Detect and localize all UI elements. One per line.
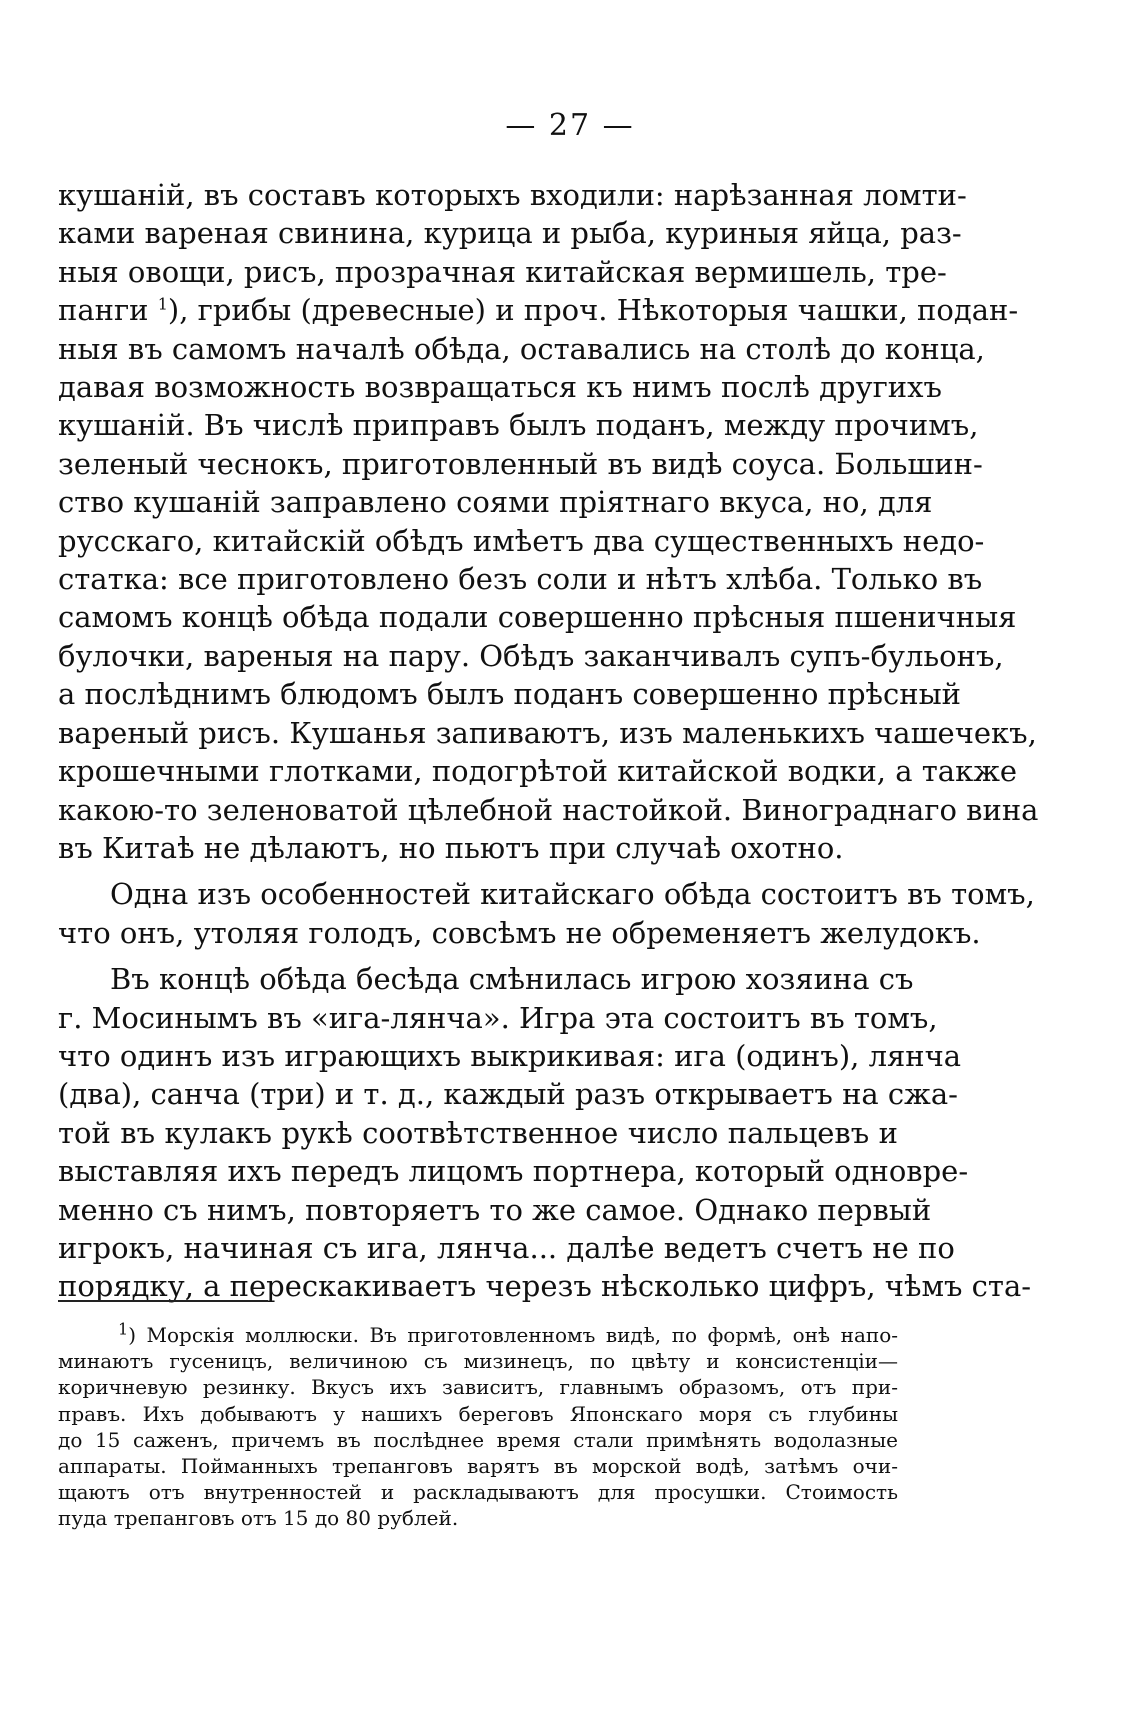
text-line: менно съ нимъ, повторяетъ то же самое. Однако первый [58, 1192, 932, 1227]
text-line: ныя въ самомъ началѣ обѣда, оставались на столѣ до конца, [58, 331, 985, 366]
text-line: (два), санча (три) и т. д., каждый разъ открываетъ на сжа- [58, 1077, 958, 1112]
text-line: а послѣднимъ блюдомъ былъ поданъ совершенно прѣсный [58, 677, 961, 712]
text-line: кушаній. Въ числѣ приправъ былъ поданъ, между прочимъ, [58, 408, 979, 443]
text-line: ками вареная свинина, курица и рыба, куриныя яйца, раз- [58, 216, 962, 251]
text-line: той въ кулакъ рукѣ соотвѣтственное число пальцевъ и [58, 1115, 898, 1150]
text-line: вареный рисъ. Кушанья запиваютъ, изъ маленькихъ чашечекъ, [58, 715, 1037, 750]
text-line: выставляя ихъ передъ лицомъ портнера, который одновре- [58, 1154, 969, 1189]
footnote-line: минаютъ гусеницъ, величиною съ мизинецъ, по цвѣту и консистенціи— [58, 1349, 898, 1374]
text-line: что одинъ изъ играющихъ выкрикивая: ига (одинъ), лянча [58, 1038, 962, 1073]
text-line: что онъ, утоляя голодъ, совсѣмъ не обременяетъ желудокъ. [58, 915, 981, 950]
text-line: ныя овощи, рисъ, прозрачная китайская вермишель, тре- [58, 254, 947, 289]
footnote-line: коричневую резинку. Вкусъ ихъ зависитъ, главнымъ образомъ, отъ при- [58, 1375, 898, 1400]
text-line: булочки, вареныя на пару. Обѣдъ заканчивалъ супъ-бульонъ, [58, 638, 1004, 673]
footnote-line: щаютъ отъ внутренностей и раскладываютъ для просушки. Стоимость [58, 1480, 898, 1505]
footnote-marker: 1 [118, 1319, 129, 1339]
text-line: давая возможность возвращаться къ нимъ послѣ другихъ [58, 370, 942, 405]
text-line: зеленый чеснокъ, приготовленный въ видѣ соуса. Большин- [58, 446, 983, 481]
main-text [58, 176, 1039, 1306]
footnote-line: до 15 саженъ, причемъ въ послѣднее время стали примѣнять водолазные [58, 1427, 898, 1452]
footnote-divider [58, 1300, 268, 1302]
text-line: порядку, а перескакиваетъ черезъ нѣсколько цифръ, чѣмъ ста- [58, 1269, 1032, 1304]
text-line: ство кушаній заправлено соями пріятнаго вкуса, но, для [58, 485, 933, 520]
text-line: игрокъ, начиная съ ига, лянча... далѣе ведетъ счетъ не по [58, 1230, 955, 1265]
text-line: въ Китаѣ не дѣлаютъ, но пьютъ при случаѣ охотно. [58, 830, 844, 865]
footnote-line: пуда трепанговъ отъ 15 до 80 рублей. [58, 1506, 459, 1531]
text-line: Въ концѣ обѣда бесѣда смѣнилась игрою хозяина съ [110, 962, 914, 997]
text-line-with-footnote [58, 291, 1019, 329]
text-line: русскаго, китайскій обѣдъ имѣетъ два существенныхъ недо- [58, 523, 985, 558]
footnote-line: правъ. Ихъ добываютъ у нашихъ береговъ Японскаго моря съ глубины [58, 1401, 898, 1426]
page-number: — 27 — [505, 108, 635, 143]
footnote-reference: 1 [157, 294, 168, 314]
footnote-line: аппараты. Пойманныхъ трепанговъ варятъ въ морской водѣ, затѣмъ очи- [58, 1454, 898, 1479]
text-line: самомъ концѣ обѣда подали совершенно прѣсныя пшеничныя [58, 600, 1017, 635]
text-line: какою-то зеленоватой цѣлебной настойкой. Винограднаго вина [58, 792, 1039, 827]
text-fragment: ) Морскія моллюски. Въ приготовленномъ видѣ, по формѣ, онѣ напо- [128, 1323, 898, 1347]
text-fragment: панги [58, 293, 149, 328]
text-line: крошечными глотками, подогрѣтой китайской водки, а также [58, 754, 1018, 789]
footnote-line [58, 1319, 898, 1348]
text-line: Одна изъ особенностей китайскаго обѣда состоитъ въ томъ, [110, 877, 1035, 912]
footnote [58, 1319, 898, 1532]
text-line: г. Мосинымъ въ «ига-лянча». Игра эта состоитъ въ томъ, [58, 1000, 938, 1035]
text-line: статка: все приготовлено безъ соли и нѣтъ хлѣба. Только въ [58, 562, 983, 597]
text-fragment: ), грибы (древесные) и проч. Нѣкоторыя чашки, подан- [167, 293, 1019, 328]
text-line: кушаній, въ составъ которыхъ входили: нарѣзанная ломти- [58, 178, 967, 212]
